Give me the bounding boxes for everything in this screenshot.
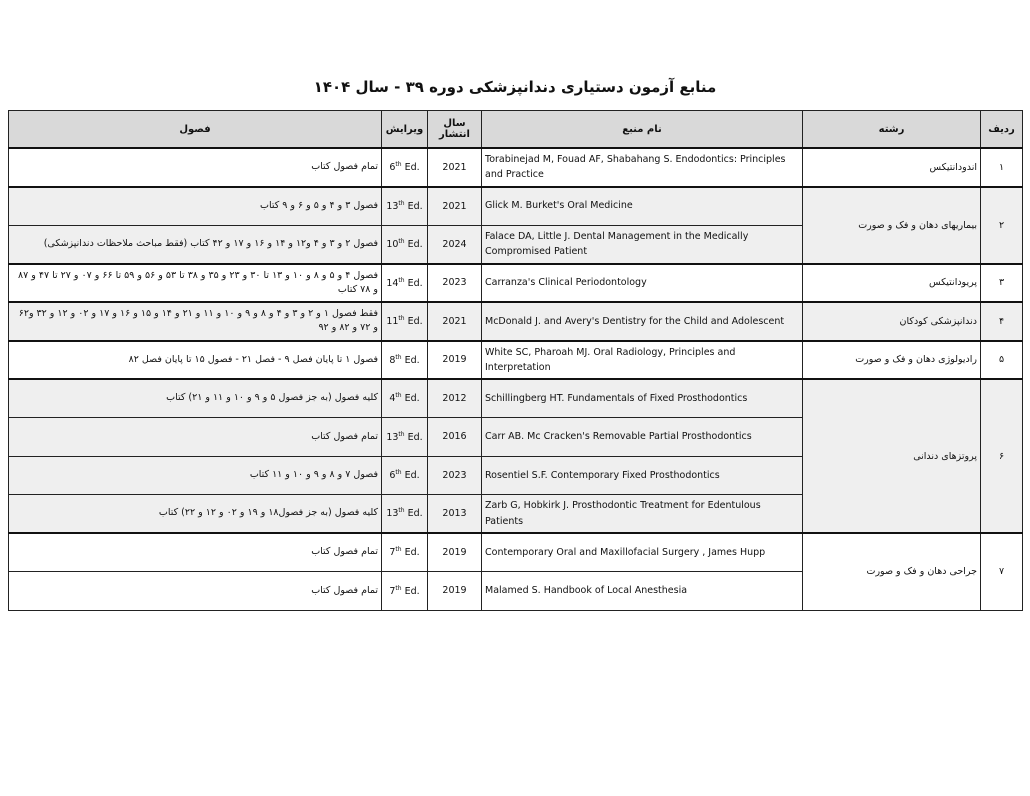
header-source: نام منبع [482,111,803,149]
row-number: ۳ [981,264,1023,303]
edition-suffix: Ed. [404,393,420,405]
edition-suffix: Ed. [404,470,420,482]
source-title: White SC, Pharoah MJ. Oral Radiology, Principles and Interpretation [482,341,803,380]
publication-year: 2021 [428,148,482,187]
source-title: Falace DA, Little J. Dental Management in the Medically Compromised Patient [482,225,803,264]
edition-suffix: Ed. [404,585,420,597]
row-number: ۷ [981,533,1023,610]
edition-number: 4 [389,393,396,405]
row-number: ۵ [981,341,1023,380]
edition [382,341,428,380]
table-row [9,187,1023,226]
edition [382,495,428,534]
edition-number: 13 [386,201,399,213]
edition-ordinal: th [395,353,402,361]
source-title: Carr AB. Mc Cracken's Removable Partial Prosthodontics [482,418,803,457]
table-row [9,148,1023,187]
chapters: کلیه فصول (به جز فصول ۵ و ۹ و ۱۰ و ۱۱ و ۲۱) کتاب [9,379,382,418]
edition-suffix: Ed. [407,239,423,251]
header-field: رشته [803,111,981,149]
field-name: اندودانتیکس [803,148,981,187]
chapters: تمام فصول کتاب [9,148,382,187]
edition-ordinal: th [395,546,402,554]
page-title: منابع آزمون دستیاری دندانپزشکی دوره ۳۹ - سال ۱۴۰۴ [313,78,717,96]
header-edition: ویرایش [382,111,428,149]
edition-suffix: Ed. [404,162,420,174]
source-title: Torabinejad M, Fouad AF, Shabahang S. Endodontics: Principles and Practice [482,148,803,187]
source-title: Schillingberg HT. Fundamentals of Fixed Prosthodontics [482,379,803,418]
edition-suffix: Ed. [407,508,423,520]
edition-ordinal: th [395,392,402,400]
edition-ordinal: th [395,584,402,592]
edition-suffix: Ed. [407,316,423,328]
publication-year: 2016 [428,418,482,457]
field-name: پریودانتیکس [803,264,981,303]
edition [382,572,428,611]
table-row [9,341,1023,380]
table-header-row [9,111,1023,149]
edition [382,148,428,187]
chapters: تمام فصول کتاب [9,572,382,611]
field-name: جراحی دهان و فک و صورت [803,533,981,610]
edition [382,225,428,264]
edition-number: 7 [389,585,396,597]
publication-year: 2023 [428,456,482,495]
chapters: فصول ۲ و ۳ و ۴ و۱۲ و ۱۴ و ۱۶ و ۱۷ و ۴۲ کتاب (فقط مباحث ملاحظات دندانپزشکی) [9,225,382,264]
edition [382,264,428,303]
edition-suffix: Ed. [407,201,423,213]
row-number: ۲ [981,187,1023,264]
edition-ordinal: th [398,430,405,438]
header-radif: ردیف [981,111,1023,149]
table-row [9,379,1023,418]
row-number: ۶ [981,379,1023,533]
edition-number: 8 [389,354,396,366]
publication-year: 2019 [428,533,482,572]
edition-number: 13 [386,508,399,520]
edition-number: 13 [386,431,399,443]
chapters: تمام فصول کتاب [9,418,382,457]
table-row [9,533,1023,572]
chapters: تمام فصول کتاب [9,533,382,572]
table-row [9,302,1023,341]
publication-year: 2024 [428,225,482,264]
row-number: ۴ [981,302,1023,341]
field-name: رادیولوژی دهان و فک و صورت [803,341,981,380]
edition-number: 10 [386,239,399,251]
table-body [9,148,1023,610]
field-name: بیماریهای دهان و فک و صورت [803,187,981,264]
edition-number: 11 [386,316,399,328]
edition [382,302,428,341]
chapters: فصول ۴ و ۵ و ۸ و ۱۰ و ۱۳ تا ۳۰ و ۲۳ و ۳۵ و ۳۸ تا ۵۳ و ۵۶ و ۵۹ تا ۶۶ و ۰۷ و ۲۷ تا ۴۷ و ۸۷ و ۷۸ کتاب [9,264,382,303]
table-row [9,264,1023,303]
row-number: ۱ [981,148,1023,187]
edition-suffix: Ed. [404,547,420,559]
publication-year: 2012 [428,379,482,418]
edition [382,456,428,495]
edition-suffix: Ed. [404,354,420,366]
edition [382,187,428,226]
field-name: دندانپزشکی کودکان [803,302,981,341]
edition-suffix: Ed. [407,431,423,443]
edition-ordinal: th [398,199,405,207]
header-year: سال انتشار [428,111,482,149]
chapters: فصول ۷ و ۸ و ۹ و ۱۰ و ۱۱ کتاب [9,456,382,495]
chapters: کلیه فصول (به جز فصول۱۸ و ۱۹ و ۰۲ و ۱۲ و ۲۲) کتاب [9,495,382,534]
edition [382,418,428,457]
edition-ordinal: th [398,237,405,245]
source-title: McDonald J. and Avery's Dentistry for the Child and Adolescent [482,302,803,341]
publication-year: 2021 [428,187,482,226]
publication-year: 2023 [428,264,482,303]
edition-number: 7 [389,547,396,559]
edition-number: 14 [386,277,399,289]
edition [382,533,428,572]
source-title: Carranza's Clinical Periodontology [482,264,803,303]
edition [382,379,428,418]
chapters: فصول ۱ تا پایان فصل ۹ - فصل ۲۱ - فصول ۱۵ تا پایان فصل ۸۲ [9,341,382,380]
edition-ordinal: th [398,315,405,323]
edition-ordinal: th [398,276,405,284]
sources-table [8,110,1023,611]
publication-year: 2019 [428,341,482,380]
publication-year: 2021 [428,302,482,341]
source-title: Malamed S. Handbook of Local Anesthesia [482,572,803,611]
publication-year: 2019 [428,572,482,611]
edition-ordinal: th [398,507,405,515]
source-title: Contemporary Oral and Maxillofacial Surgery , James Hupp [482,533,803,572]
header-chapters: فصول [9,111,382,149]
source-title: Zarb G, Hobkirk J. Prosthodontic Treatment for Edentulous Patients [482,495,803,534]
chapters: فقط فصول ۱ و ۲ و ۳ و ۴ و ۸ و ۹ و ۱۰ و ۱۱ و ۲۱ و ۱۴ و ۱۵ و ۱۶ و ۱۷ و ۰۲ و ۱۲ و ۳۲ و۶۲ و ۷۲ و ۸۲ و ۹۲ [9,302,382,341]
source-title: Glick M. Burket's Oral Medicine [482,187,803,226]
edition-ordinal: th [395,161,402,169]
publication-year: 2013 [428,495,482,534]
edition-number: 6 [389,470,396,482]
field-name: پروتزهای دندانی [803,379,981,533]
source-title: Rosentiel S.F. Contemporary Fixed Prosthodontics [482,456,803,495]
edition-ordinal: th [395,469,402,477]
edition-number: 6 [389,162,396,174]
edition-suffix: Ed. [407,277,423,289]
chapters: فصول ۳ و ۴ و ۵ و ۶ و ۹ کتاب [9,187,382,226]
